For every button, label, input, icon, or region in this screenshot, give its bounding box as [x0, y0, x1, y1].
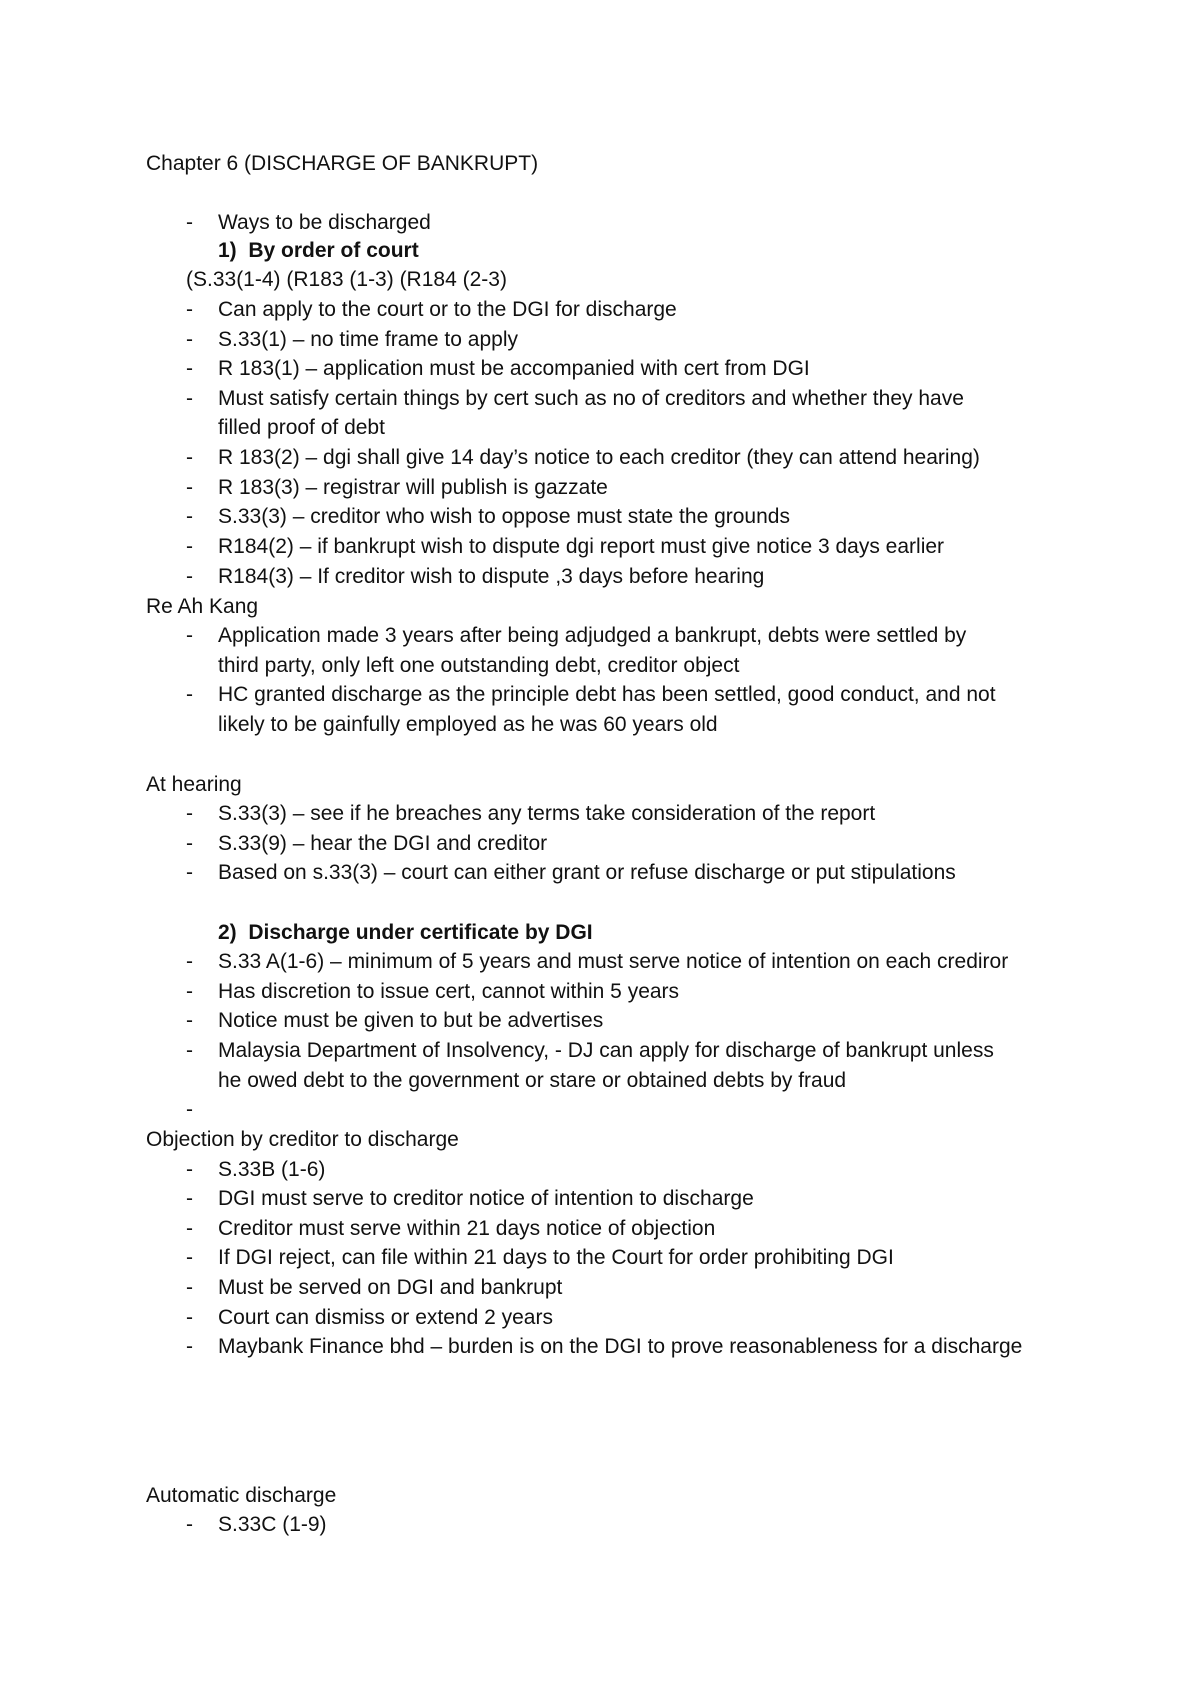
bullet-dash: -	[186, 357, 193, 380]
bullet-dash: -	[186, 446, 193, 469]
bullet-dash: -	[186, 505, 193, 528]
bullet-dash: -	[186, 683, 193, 706]
bullet-dash: -	[186, 1039, 193, 1062]
list-item-continuation: he owed debt to the government or stare or obtained debts by fraud	[218, 1069, 847, 1092]
bullet-dash: -	[186, 476, 193, 499]
bullet-dash: -	[186, 1276, 193, 1299]
chapter-title: Chapter 6 (DISCHARGE OF BANKRUPT)	[146, 152, 539, 175]
list-item: S.33(3) – creditor who wish to oppose must state the grounds	[218, 505, 790, 528]
bullet-dash: -	[186, 1246, 193, 1269]
list-item-continuation: likely to be gainfully employed as he was 60 years old	[218, 713, 718, 736]
list-item: DGI must serve to creditor notice of intention to discharge	[218, 1187, 754, 1210]
list-item: S.33(9) – hear the DGI and creditor	[218, 832, 548, 855]
section-heading: 2) Discharge under certificate by DGI	[218, 921, 593, 944]
bullet-dash: -	[186, 950, 193, 973]
bullet-dash: -	[186, 211, 193, 234]
bullet-dash: -	[186, 1217, 193, 1240]
bullet-dash: -	[186, 1187, 193, 1210]
list-item-continuation: filled proof of debt	[218, 416, 385, 439]
bullet-dash: -	[186, 1335, 193, 1358]
list-item: S.33 A(1-6) – minimum of 5 years and must serve notice of intention on each crediror	[218, 950, 1009, 973]
bullet-dash: -	[186, 1513, 193, 1536]
bullet-dash: -	[186, 565, 193, 588]
section-subheading: Automatic discharge	[146, 1484, 337, 1507]
list-item: Malaysia Department of Insolvency, - DJ can apply for discharge of bankrupt unless	[218, 1039, 994, 1062]
bullet-dash: -	[186, 1098, 193, 1121]
case-heading: Re Ah Kang	[146, 595, 259, 618]
list-item-continuation: third party, only left one outstanding debt, creditor object	[218, 654, 740, 677]
bullet-dash: -	[186, 1306, 193, 1329]
list-item: If DGI reject, can file within 21 days to the Court for order prohibiting DGI	[218, 1246, 894, 1269]
list-item: S.33B (1-6)	[218, 1158, 326, 1181]
list-item: HC granted discharge as the principle debt has been settled, good conduct, and not	[218, 683, 996, 706]
list-item: S.33(1) – no time frame to apply	[218, 328, 518, 351]
bullet-dash: -	[186, 387, 193, 410]
list-item: Ways to be discharged	[218, 211, 431, 234]
section-subheading: Objection by creditor to discharge	[146, 1128, 459, 1151]
list-item: Must be served on DGI and bankrupt	[218, 1276, 563, 1299]
list-item: Court can dismiss or extend 2 years	[218, 1306, 553, 1329]
list-item: R 183(1) – application must be accompanied with cert from DGI	[218, 357, 810, 380]
list-item: R184(3) – If creditor wish to dispute ,3 days before hearing	[218, 565, 765, 588]
bullet-dash: -	[186, 624, 193, 647]
list-item: S.33C (1-9)	[218, 1513, 327, 1536]
list-item: S.33(3) – see if he breaches any terms take consideration of the report	[218, 802, 876, 825]
bullet-dash: -	[186, 298, 193, 321]
list-item: Maybank Finance bhd – burden is on the DGI to prove reasonableness for a discharge	[218, 1335, 1023, 1358]
bullet-dash: -	[186, 802, 193, 825]
bullet-dash: -	[186, 1158, 193, 1181]
list-item: R184(2) – if bankrupt wish to dispute dgi report must give notice 3 days earlier	[218, 535, 945, 558]
bullet-dash: -	[186, 832, 193, 855]
list-item: Application made 3 years after being adjudged a bankrupt, debts were settled by	[218, 624, 967, 647]
bullet-dash: -	[186, 535, 193, 558]
list-item: Notice must be given to but be advertises	[218, 1009, 604, 1032]
section-subheading: At hearing	[146, 773, 242, 796]
bullet-dash: -	[186, 1009, 193, 1032]
list-item: Must satisfy certain things by cert such as no of creditors and whether they have	[218, 387, 964, 410]
list-item: Has discretion to issue cert, cannot within 5 years	[218, 980, 680, 1003]
list-item: Creditor must serve within 21 days notice of objection	[218, 1217, 716, 1240]
statute-references: (S.33(1-4) (R183 (1-3) (R184 (2-3)	[186, 268, 507, 291]
list-item: Can apply to the court or to the DGI for discharge	[218, 298, 677, 321]
bullet-dash: -	[186, 328, 193, 351]
section-heading: 1) By order of court	[218, 239, 419, 262]
list-item: R 183(3) – registrar will publish is gazzate	[218, 476, 608, 499]
bullet-dash: -	[186, 980, 193, 1003]
list-item: R 183(2) – dgi shall give 14 day’s notice to each creditor (they can attend hearing)	[218, 446, 980, 469]
list-item: Based on s.33(3) – court can either grant or refuse discharge or put stipulations	[218, 861, 956, 884]
bullet-dash: -	[186, 861, 193, 884]
